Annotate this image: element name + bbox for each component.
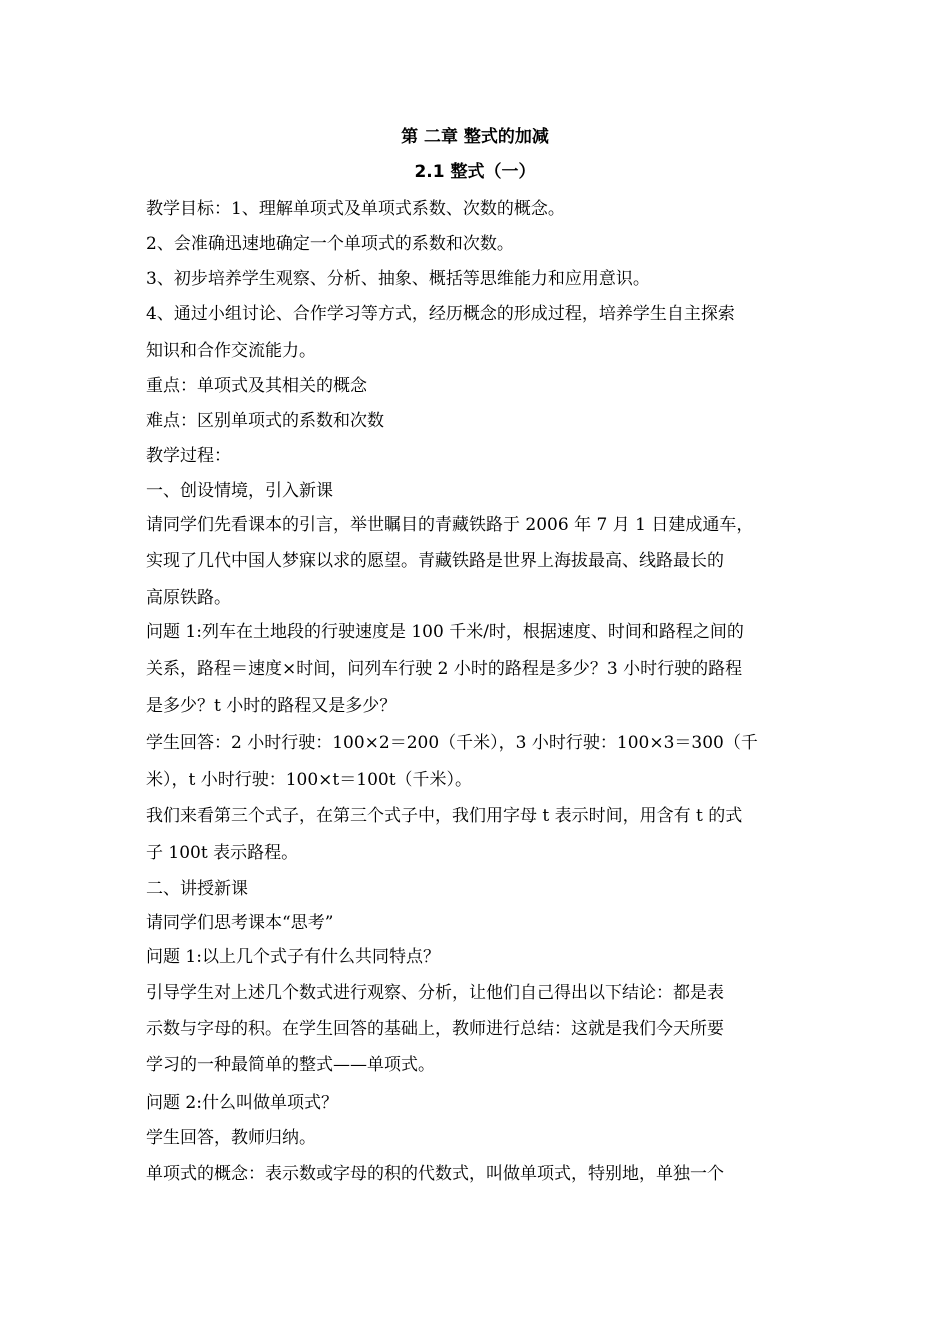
text-line: 示数与字母的积。在学生回答的基础上，教师进行总结：这就是我们今天所要 bbox=[146, 1019, 724, 1039]
text-line: 单项式的概念：表示数或字母的积的代数式，叫做单项式，特别地，单独一个 bbox=[146, 1164, 724, 1184]
text-line: 问题 1:以上几个式子有什么共同特点？ bbox=[146, 947, 440, 967]
text-line: 我们来看第三个式子，在第三个式子中，我们用字母 t 表示时间，用含有 t 的式 bbox=[146, 806, 743, 826]
text-line: 请同学们先看课本的引言，举世瞩目的青藏铁路于 2006 年 7 月 1 日建成通车， bbox=[146, 515, 754, 535]
text-line: 子 100t 表示路程。 bbox=[146, 843, 299, 863]
text-line: 引导学生对上述几个数式进行观察、分析，让他们自己得出以下结论：都是表 bbox=[146, 983, 724, 1003]
text-line: 学习的一种最简单的整式——单项式。 bbox=[146, 1055, 435, 1075]
text-line: 学生回答：2 小时行驶：100×2＝200（千米），3 小时行驶：100×3＝300（千 bbox=[146, 733, 758, 753]
text-line: 问题 1:列车在土地段的行驶速度是 100 千米/时，根据速度、时间和路程之间的 bbox=[146, 622, 744, 642]
text-line: 米），t 小时行驶：100×t＝100t（千米）。 bbox=[146, 770, 473, 790]
text-line: 是多少？t 小时的路程又是多少？ bbox=[146, 696, 397, 716]
text-line: 问题 2:什么叫做单项式？ bbox=[146, 1093, 338, 1113]
text-line: 难点：区别单项式的系数和次数 bbox=[146, 411, 384, 431]
section-title: 2.1 整式（一） bbox=[414, 162, 536, 182]
text-line: 教学目标：1、理解单项式及单项式系数、次数的概念。 bbox=[146, 199, 565, 219]
text-line: 3、初步培养学生观察、分析、抽象、概括等思维能力和应用意识。 bbox=[146, 269, 650, 289]
text-line: 2、会准确迅速地确定一个单项式的系数和次数。 bbox=[146, 234, 514, 254]
text-line: 重点：单项式及其相关的概念 bbox=[146, 376, 367, 396]
text-line: 学生回答，教师归纳。 bbox=[146, 1128, 316, 1148]
text-line: 知识和合作交流能力。 bbox=[146, 341, 316, 361]
text-line: 二、讲授新课 bbox=[146, 879, 248, 899]
text-line: 关系，路程＝速度×时间，问列车行驶 2 小时的路程是多少？3 小时行驶的路程 bbox=[146, 659, 743, 679]
text-line: 实现了几代中国人梦寐以求的愿望。青藏铁路是世界上海拔最高、线路最长的 bbox=[146, 551, 724, 571]
text-line: 一、创设情境，引入新课 bbox=[146, 481, 333, 501]
text-line: 教学过程： bbox=[146, 446, 231, 466]
text-line: 高原铁路。 bbox=[146, 588, 231, 608]
chapter-title: 第 二章 整式的加减 bbox=[401, 127, 549, 147]
text-line: 请同学们思考课本“思考” bbox=[146, 913, 334, 933]
text-line: 4、通过小组讨论、合作学习等方式，经历概念的形成过程，培养学生自主探索 bbox=[146, 304, 735, 324]
